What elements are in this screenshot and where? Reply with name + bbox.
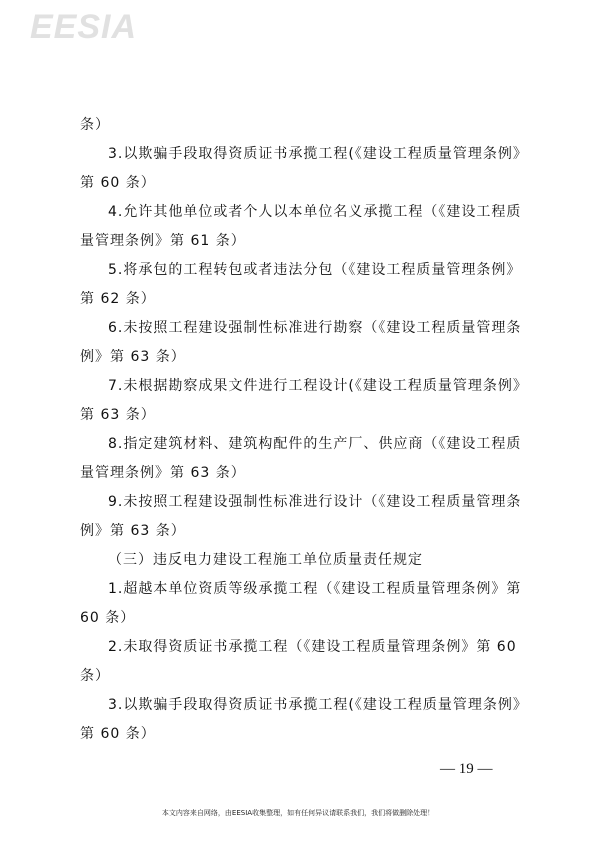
text-line: 第 63 条） (80, 407, 156, 423)
text-line: 5.将承包的工程转包或者违法分包（《建设工程质量管理条例》 (108, 262, 522, 278)
page-number: — 19 — (440, 761, 493, 777)
text-line: 第 60 条） (80, 175, 156, 191)
text-line: 量管理条例》第 63 条） (80, 465, 246, 481)
text-line: 2.未取得资质证书承揽工程（《建设工程质量管理条例》第 60 (108, 639, 517, 655)
text-line: 8.指定建筑材料、建筑构配件的生产厂、供应商（《建设工程质 (108, 436, 522, 452)
text-line: 6.未按照工程建设强制性标准进行勘察（《建设工程质量管理条 (108, 320, 522, 336)
text-line: 条） (80, 668, 110, 684)
footer-disclaimer: 本文内容来自网络，由EESIA收集整理，如有任何异议请联系我们，我们将做删除处理！ (161, 809, 435, 817)
text-line: （三）违反电力建设工程施工单位质量责任规定 (108, 552, 423, 568)
text-line: 第 60 条） (80, 726, 156, 742)
text-line: 4.允许其他单位或者个人以本单位名义承揽工程（《建设工程质 (108, 204, 522, 220)
document-body (80, 111, 528, 749)
eesia-logo-watermark: EESIA (30, 8, 138, 46)
text-line: 60 条） (80, 610, 136, 626)
text-line: 1.超越本单位资质等级承揽工程（《建设工程质量管理条例》第 (108, 581, 522, 597)
text-line: 例》第 63 条） (80, 523, 186, 539)
text-line: 3.以欺骗手段取得资质证书承揽工程(《建设工程质量管理条例》 (108, 697, 528, 713)
text-line: 量管理条例》第 61 条） (80, 233, 246, 249)
text-line: 条） (80, 117, 110, 133)
text-line: 例》第 63 条） (80, 349, 186, 365)
text-line: 3.以欺骗手段取得资质证书承揽工程(《建设工程质量管理条例》 (108, 146, 528, 162)
text-line: 7.未根据勘察成果文件进行工程设计(《建设工程质量管理条例》 (108, 378, 528, 394)
text-line: 9.未按照工程建设强制性标准进行设计（《建设工程质量管理条 (108, 494, 522, 510)
text-line: 第 62 条） (80, 291, 156, 307)
